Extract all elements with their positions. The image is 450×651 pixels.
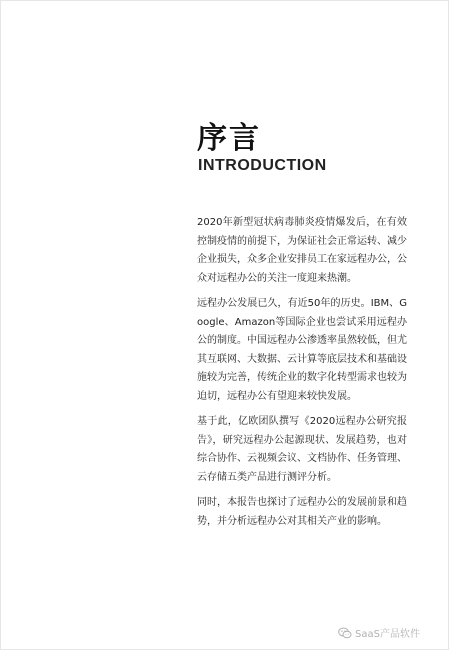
page-subtitle: INTRODUCTION <box>198 157 327 174</box>
watermark-text: SaaS产品软件 <box>355 629 420 640</box>
paragraph-4: 同时，本报告也探讨了远程办公的发展前景和趋势，并分析远程办公对其相关产业的影响。 <box>197 497 407 527</box>
paragraph-3: 基于此，亿欧团队撰写《2020远程办公研究报告》，研究远程办公起源现状、发展趋势，也对综合协作、云视频会议、文档协作、任务管理、云存储五类产品进行测评分析。 <box>197 416 407 483</box>
wechat-icon <box>338 627 352 639</box>
watermark <box>338 625 420 640</box>
paragraph-2: 远程办公发展已久，有近50年的历史。IBM、Google、Amazon等国际企业也尝试采用远程办公的制度。中国远程办公渗透率虽然较低，但尤其互联网、大数据、云计算等底层技术和基础设施较为完善，传统企业的数字化转型需求也较为迫切，远程办公有望迎来较快发展。 <box>197 298 407 402</box>
page-title: 序言 <box>197 121 261 156</box>
paragraph-1: 2020年新型冠状病毒肺炎疫情爆发后，在有效控制疫情的前提下，为保证社会正常运转、减少企业损失，众多企业安排员工在家远程办公，公众对远程办公的关注一度迎来热潮。 <box>197 217 407 284</box>
body-text <box>197 214 407 538</box>
